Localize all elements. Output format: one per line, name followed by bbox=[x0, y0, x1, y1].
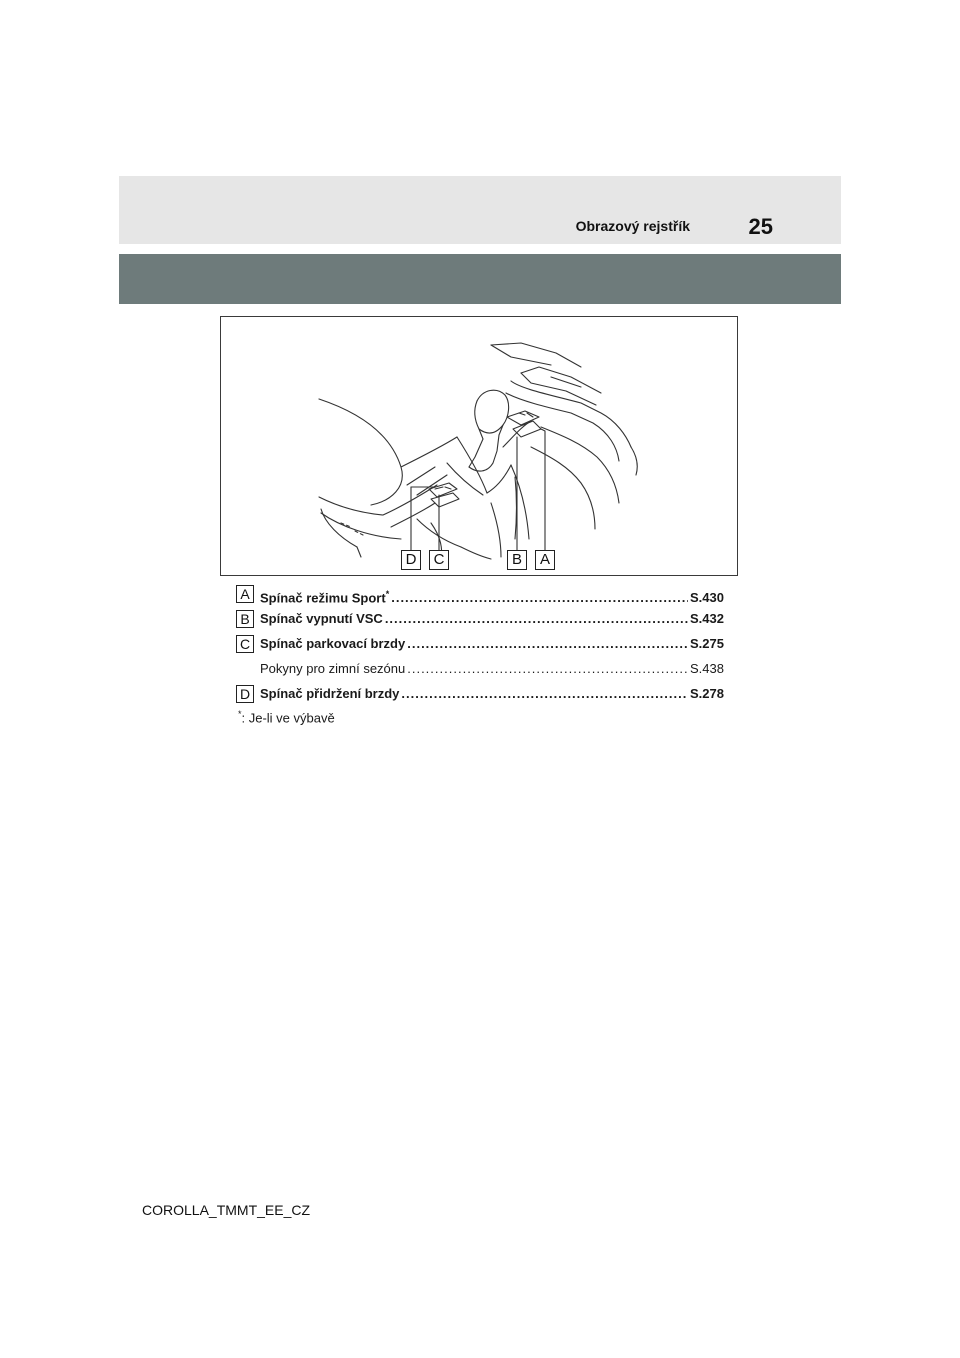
footnote-marker: * bbox=[238, 709, 242, 719]
header-band bbox=[119, 176, 841, 244]
callout-c: C bbox=[429, 550, 449, 570]
legend-row-b bbox=[236, 609, 724, 633]
legend-row-c bbox=[236, 634, 724, 658]
legend-marker: * bbox=[385, 589, 390, 599]
legend-label: Spínač vypnutí VSC bbox=[260, 611, 383, 626]
legend-label: Spínač režimu Sport* bbox=[260, 589, 390, 606]
legend-entry[interactable] bbox=[260, 585, 724, 607]
footnote-text: : Je-li ve výbavě bbox=[241, 710, 335, 726]
document-code: COROLLA_TMMT_EE_CZ bbox=[142, 1202, 311, 1218]
callout-d: D bbox=[401, 550, 421, 570]
page-ref[interactable]: S.438 bbox=[690, 661, 724, 676]
center-console-drawing bbox=[221, 317, 739, 577]
legend-list bbox=[236, 584, 724, 709]
legend-key-d: D bbox=[236, 685, 254, 703]
legend-row-a bbox=[236, 584, 724, 608]
legend-key-a: A bbox=[236, 585, 254, 603]
legend-label: Spínač parkovací brzdy bbox=[260, 636, 406, 651]
legend-key-b: B bbox=[236, 610, 254, 628]
legend-label: Spínač přidržení brzdy bbox=[260, 686, 400, 701]
legend-entry[interactable] bbox=[260, 660, 724, 678]
page-ref[interactable]: S.432 bbox=[690, 611, 724, 626]
dot-leader bbox=[401, 685, 688, 703]
legend-row-c-sub bbox=[236, 659, 724, 683]
dot-leader bbox=[407, 660, 688, 678]
legend-row-d bbox=[236, 684, 724, 708]
dot-leader bbox=[385, 610, 688, 628]
footnote bbox=[238, 709, 335, 725]
legend-entry[interactable] bbox=[260, 685, 724, 703]
page-ref[interactable]: S.278 bbox=[690, 686, 724, 701]
section-title: Obrazový rejstřík bbox=[575, 218, 690, 234]
title-bar bbox=[119, 254, 841, 304]
legend-label: Pokyny pro zimní sezónu bbox=[260, 661, 406, 676]
dot-leader bbox=[391, 589, 688, 607]
console-illustration bbox=[220, 316, 738, 576]
page-number: 25 bbox=[748, 214, 773, 239]
legend-entry[interactable] bbox=[260, 635, 724, 653]
legend-key-c: C bbox=[236, 635, 254, 653]
legend-entry[interactable] bbox=[260, 610, 724, 628]
page-ref[interactable]: S.430 bbox=[690, 590, 724, 606]
dot-leader bbox=[407, 635, 688, 653]
callout-b: B bbox=[507, 550, 527, 570]
page-ref[interactable]: S.275 bbox=[690, 636, 724, 651]
callout-a: A bbox=[535, 550, 555, 570]
